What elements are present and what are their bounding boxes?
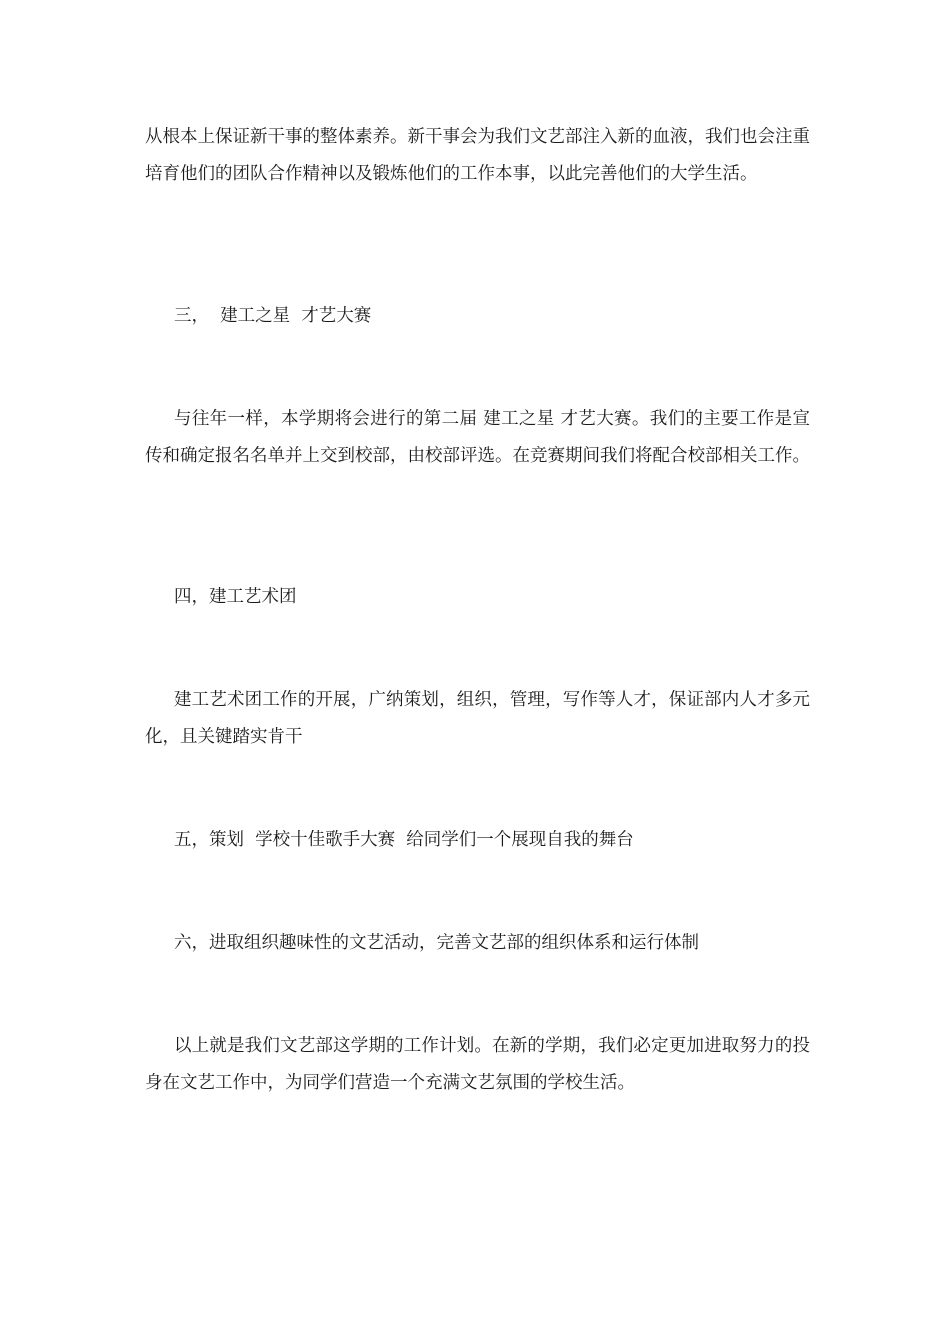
section-5-heading: 五，策划 学校十佳歌手大赛 给同学们一个展现自我的舞台 [174,830,634,850]
section-4-paragraph: 建工艺术团工作的开展，广纳策划，组织，管理，写作等人才，保证部内人才多元化，且关键踏实肯干 [145,690,810,747]
conclusion-paragraph: 以上就是我们文艺部这学期的工作计划。在新的学期，我们必定更加进取努力的投身在文艺工作中，为同学们营造一个充满文艺氛围的学校生活。 [145,1036,810,1093]
intro-paragraph: 从根本上保证新干事的整体素养。新干事会为我们文艺部注入新的血液，我们也会注重培育他们的团队合作精神以及锻炼他们的工作本事，以此完善他们的大学生活。 [145,127,810,184]
section-3-heading: 三， 建工之星 才艺大赛 [174,306,372,326]
section-3-paragraph: 与往年一样，本学期将会进行的第二届 建工之星 才艺大赛。我们的主要工作是宣传和确定报名名单并上交到校部，由校部评选。在竞赛期间我们将配合校部相关工作。 [145,409,810,466]
section-4-heading: 四，建工艺术团 [174,587,297,607]
section-6-heading: 六，进取组织趣味性的文艺活动，完善文艺部的组织体系和运行体制 [174,933,699,953]
